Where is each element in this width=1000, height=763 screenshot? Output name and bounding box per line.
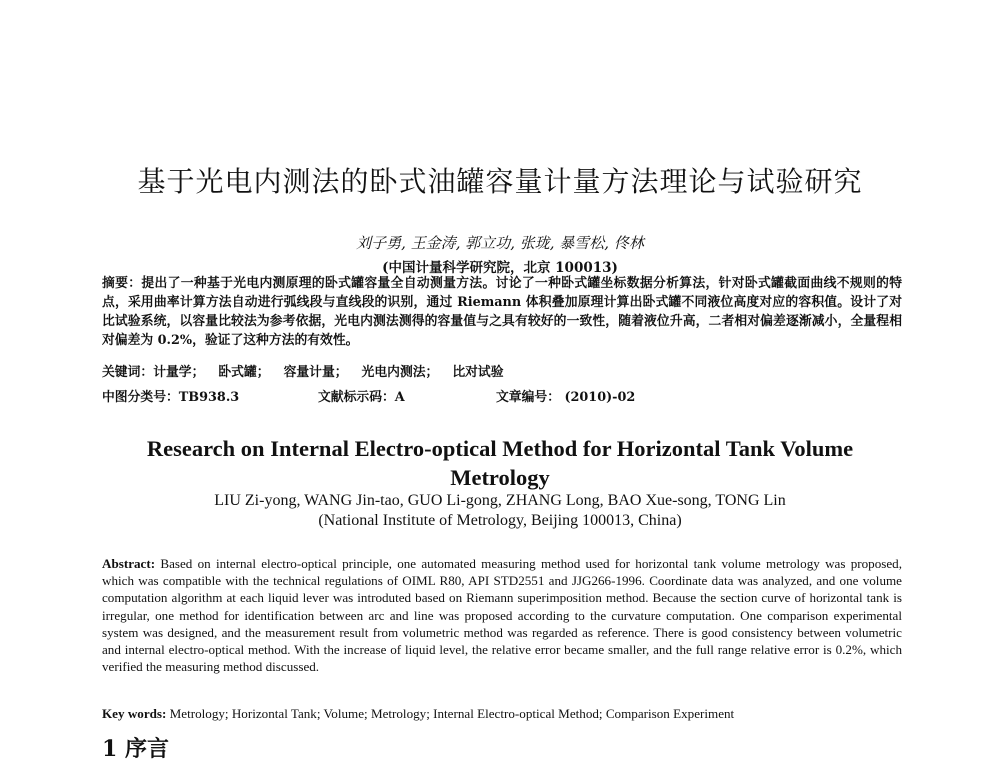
chinese-keywords — [102, 361, 902, 380]
english-title: Research on Internal Electro-optical Method for Horizontal Tank Volume Metrology — [146, 436, 854, 490]
english-abstract-text: Based on internal electro-optical principle, one automated measuring method used for horizontal tank volume metrology was proposed, which was compatible with the technical regulations of OIML R80, API STD2551 and JJG266-1996. Coordinate data was analyzed, and one volume computation algorithm at each liquid lever was introduted based on Riemann superimposition method. Because the section curve of horizontal tank is irregular, one method for identification between arc and line was proposed according to the curvature computation. One comparison experimental system was designed, and the measurement result from volumetric method was regarded as reference. There is good consistency between volumetric and internal electro-optical method. With the increase of liquid level, the relative error became smaller, and the full range relative error is 0.2%, which verified the measuring method discussed. — [102, 556, 902, 675]
chinese-keyword: 比对试验 — [452, 365, 504, 380]
chinese-keyword: 容量计量； — [283, 365, 348, 380]
chinese-affiliation: (中国计量科学研究院，北京 100013) — [382, 260, 618, 276]
english-affiliation: (National Institute of Metrology, Beijing 100013, China) — [318, 512, 682, 529]
class-number: 中图分类号：TB938.3 — [102, 390, 240, 405]
english-abstract-label: Abstract: — [102, 556, 156, 571]
english-keywords-label: Key words: — [102, 706, 167, 721]
chinese-abstract: 摘要：提出了一种基于光电内测原理的卧式罐容量全自动测量方法。讨论了一种卧式罐坐标数据分析算法，针对卧式罐截面曲线不规则的特点，采用曲率计算方法自动进行弧线段与直线段的识别，通过 Riemann 体积叠加原理计算出卧式罐不同液位高度对应的容积值。设计了对比试验系统，以容量比较法为参考依据，光电内测法测得的容量值与之具有较好的一致性，随着液位升高，二者相对偏差逐渐减小，全量程相对偏差为 0.2%，验证了这种方法的有效性。 — [102, 276, 902, 348]
chinese-keyword: 计量学； — [153, 365, 205, 380]
english-keywords-text: Metrology; Horizontal Tank; Volume; Metrology; Internal Electro-optical Method; Comparison Experiment — [166, 706, 735, 721]
english-keywords — [102, 706, 902, 722]
chinese-keyword: 光电内测法； — [361, 365, 439, 380]
article-number: 文章编号： (2010)-02 — [496, 390, 636, 405]
chinese-title: 基于光电内测法的卧式油罐容量计量方法理论与试验研究 — [137, 165, 863, 198]
document-code: 文献标示码：A — [318, 390, 405, 405]
english-abstract — [102, 555, 902, 675]
section-heading: 1 序言 — [102, 736, 169, 762]
english-authors: LIU Zi-yong, WANG Jin-tao, GUO Li-gong, ZHANG Long, BAO Xue-song, TONG Lin — [214, 492, 786, 509]
chinese-authors: 刘子勇, 王金涛, 郭立功, 张珑, 暴雪松, 佟林 — [356, 234, 644, 252]
chinese-keyword: 卧式罐； — [218, 365, 270, 380]
chinese-keywords-label: 关键词： — [102, 365, 154, 380]
